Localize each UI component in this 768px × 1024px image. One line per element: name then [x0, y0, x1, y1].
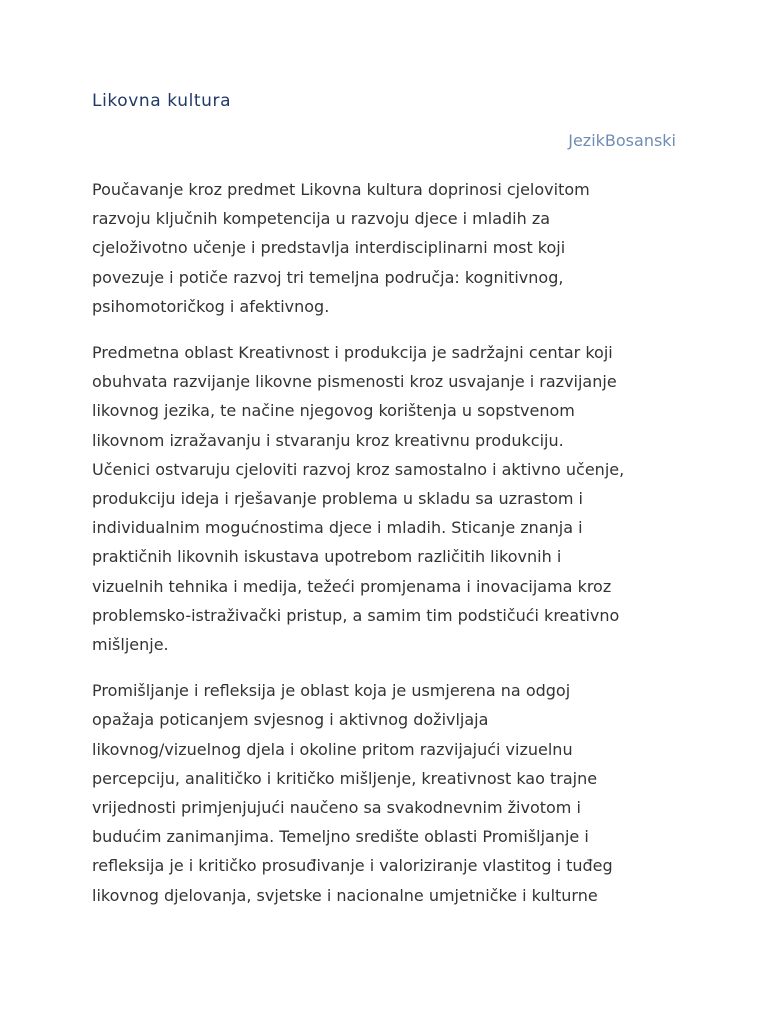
- paragraph-line: likovnom izražavanju i stvaranju kroz kreativnu produkciju.: [92, 430, 564, 450]
- paragraph-line: vrijednosti primjenjujući naučeno sa svakodnevnim životom i: [92, 798, 581, 818]
- paragraph-line: vizuelnih tehnika i medija, težeći promjenama i inovacijama kroz: [92, 576, 612, 596]
- document-body: [92, 175, 682, 927]
- paragraph-line: cjeloživotno učenje i predstavlja interdisciplinarni most koji: [92, 238, 566, 258]
- paragraph-line: refleksija je i kritičko prosuđivanje i valoriziranje vlastitog i tuđeg: [92, 856, 613, 876]
- paragraph-1: [92, 175, 682, 321]
- paragraph-line: likovnog/vizuelnog djela i okoline pritom razvijajući vizuelnu: [92, 739, 573, 759]
- paragraph-line: povezuje i potiče razvoj tri temeljna područja: kognitivnog,: [92, 267, 564, 287]
- paragraph-line: problemsko-istraživački pristup, a samim tim podstičući kreativno: [92, 605, 620, 625]
- paragraph-line: produkciju ideja i rješavanje problema u skladu sa uzrastom i: [92, 489, 583, 509]
- paragraph-line: psihomotoričkog i afektivnog.: [92, 296, 330, 316]
- paragraph-line: Promišljanje i refleksija je oblast koja je usmjerena na odgoj: [92, 681, 571, 701]
- paragraph-line: Predmetna oblast Kreativnost i produkcija je sadržajni centar koji: [92, 343, 613, 363]
- paragraph-3: [92, 676, 682, 910]
- paragraph-line: individualnim mogućnostima djece i mladih. Sticanje znanja i: [92, 518, 583, 538]
- paragraph-line: budućim zanimanjima. Temeljno središte oblasti Promišljanje i: [92, 827, 589, 847]
- paragraph-line: razvoju ključnih kompetencija u razvoju djece i mladih za: [92, 209, 551, 229]
- paragraph-line: percepciju, analitičko i kritičko mišljenje, kreativnost kao trajne: [92, 768, 598, 788]
- paragraph-line: mišljenje.: [92, 635, 169, 655]
- paragraph-line: opažaja poticanjem svjesnog i aktivnog doživljaja: [92, 710, 489, 730]
- paragraph-line: obuhvata razvijanje likovne pismenosti kroz usvajanje i razvijanje: [92, 372, 617, 392]
- paragraph-line: likovnog djelovanja, svjetske i nacionalne umjetničke i kulturne: [92, 885, 598, 905]
- paragraph-line: Poučavanje kroz predmet Likovna kultura doprinosi cjelovitom: [92, 180, 590, 199]
- paragraph-line: praktičnih likovnih iskustava upotrebom različitih likovnih i: [92, 547, 562, 567]
- paragraph-line: Učenici ostvaruju cjeloviti razvoj kroz samostalno i aktivno učenje,: [92, 459, 625, 479]
- paragraph-line: likovnog jezika, te načine njegovog korištenja u sopstvenom: [92, 401, 575, 421]
- paragraph-2: [92, 338, 682, 659]
- document-title: Likovna kultura: [92, 91, 232, 111]
- document-subtitle: JezikBosanski: [568, 131, 676, 150]
